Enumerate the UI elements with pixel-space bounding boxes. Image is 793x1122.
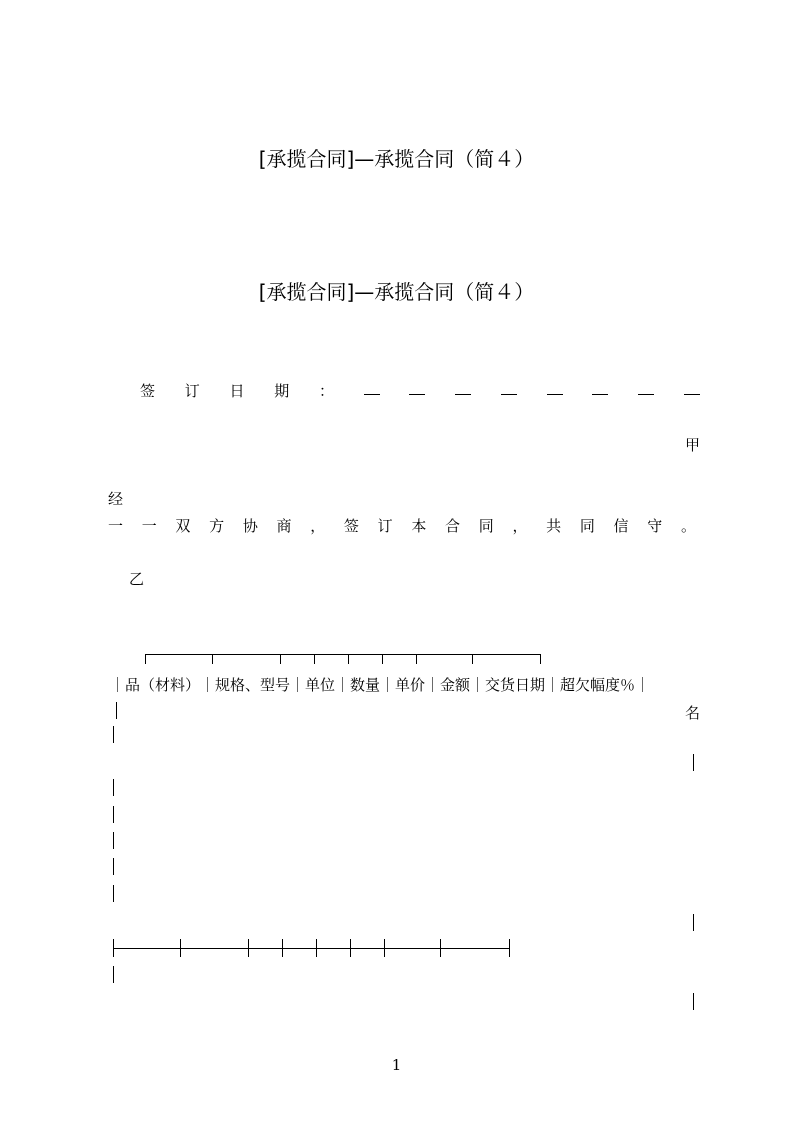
negotiate-row [108, 515, 696, 536]
negotiate-char: 。 [680, 517, 696, 535]
table-left-bar [113, 966, 114, 983]
date-blank [409, 380, 425, 395]
negotiate-char: 双 [175, 517, 191, 535]
negotiate-char: ， [310, 517, 326, 535]
jing-char: 经 [108, 490, 124, 508]
table-left-bar [113, 779, 114, 796]
negotiate-char: 签 [343, 517, 359, 535]
table-left-bar [113, 806, 114, 823]
negotiate-char: 方 [209, 517, 225, 535]
sign-date-char: 订 [184, 382, 200, 400]
table-border-tick [248, 939, 249, 957]
negotiate-char: 协 [242, 517, 258, 535]
table-border-tick [384, 939, 385, 957]
table-border-tick [472, 654, 473, 664]
sign-date-char: 日 [229, 382, 245, 400]
table-border-tick [348, 654, 349, 664]
sign-date-colon: ： [319, 382, 335, 400]
table-border-tick [416, 654, 417, 664]
negotiate-char: 本 [411, 517, 427, 535]
document-subtitle: [承揽合同]—承揽合同（简４） [258, 280, 535, 304]
table-header: ｜品（材料）｜规格、型号｜单位｜数量｜单价｜金额｜交货日期｜超欠幅度％｜ [110, 676, 651, 694]
date-blank [364, 380, 380, 395]
table-left-bar [113, 885, 114, 902]
table-border-tick [350, 939, 351, 957]
negotiate-char: 订 [377, 517, 393, 535]
sign-date-char: 期 [274, 382, 290, 400]
table-border-tick [113, 939, 114, 957]
document-title: [承揽合同]—承揽合同（简４） [258, 147, 535, 171]
date-blank [455, 380, 471, 395]
table-border-tick [540, 654, 541, 664]
page-number: 1 [391, 1056, 402, 1074]
negotiate-char: 商 [276, 517, 292, 535]
table-border-tick [316, 939, 317, 957]
table-right-bar [693, 914, 694, 931]
negotiate-char: 共 [546, 517, 562, 535]
negotiate-char: 一 [108, 517, 124, 535]
table-border-tick [382, 654, 383, 664]
negotiate-char: 同 [579, 517, 595, 535]
negotiate-char: 一 [141, 517, 157, 535]
table-right-bar [693, 993, 694, 1010]
negotiate-char: 同 [478, 517, 494, 535]
table-left-bar [116, 702, 117, 719]
date-blank [592, 380, 608, 395]
date-blank [501, 380, 517, 395]
negotiate-char: 守 [647, 517, 663, 535]
table-border-tick [314, 654, 315, 664]
table-left-bar [113, 832, 114, 849]
table-border-tick [509, 939, 510, 957]
sign-date-row [140, 380, 700, 401]
date-blank [684, 380, 700, 395]
ming-char: 名 [685, 704, 701, 722]
table-border-tick [180, 939, 181, 957]
table-border-tick [280, 654, 281, 664]
table-border-tick [440, 939, 441, 957]
negotiate-char: 合 [445, 517, 461, 535]
table-left-bar [113, 726, 114, 743]
table-right-bar [693, 754, 694, 771]
date-blank [638, 380, 654, 395]
negotiate-char: ， [512, 517, 528, 535]
party-a-label: 甲 [685, 436, 701, 454]
table-middle-border [113, 948, 510, 949]
table-border-tick [282, 939, 283, 957]
table-border-tick [212, 654, 213, 664]
negotiate-char: 信 [613, 517, 629, 535]
party-b-label: 乙 [129, 570, 145, 588]
table-top-border [145, 654, 541, 655]
table-left-bar [113, 858, 114, 875]
sign-date-char: 签 [140, 382, 156, 400]
table-border-tick [145, 654, 146, 664]
date-blank [547, 380, 563, 395]
